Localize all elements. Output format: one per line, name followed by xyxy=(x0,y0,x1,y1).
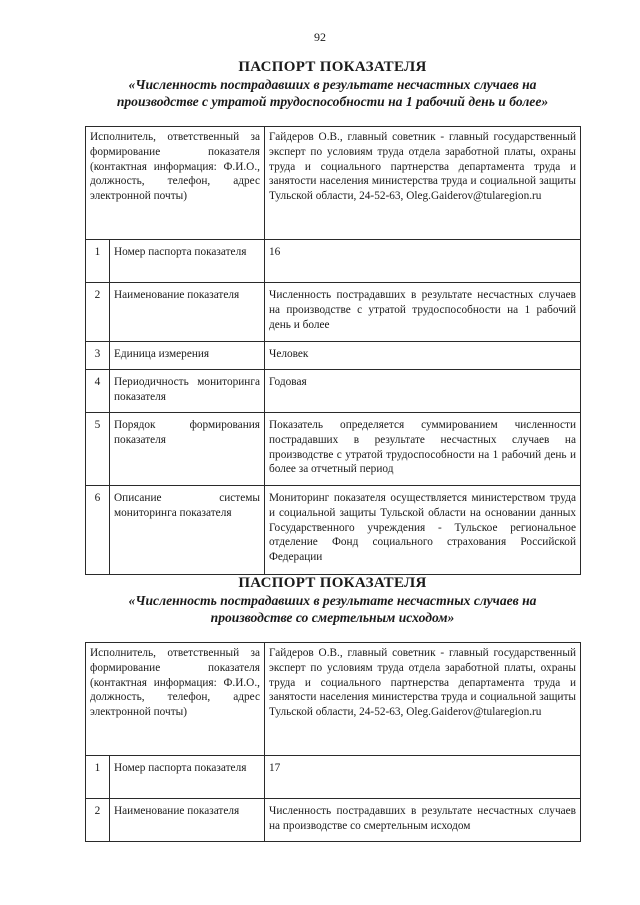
row-value: Мониторинг показателя осуществляется министерством труда и социальной защиты Тульской области на основании данных Государственного учреждения - Тульское региональное отделение Фонд социального страхования Российской Федерации xyxy=(265,486,581,575)
row-number: 4 xyxy=(86,370,110,413)
row-value: Показатель определяется суммированием численности пострадавших в результате несчастных случаев на производстве с утратой трудоспособности на 1 рабочий день и более за отчетный период xyxy=(265,413,581,486)
table-row-contact xyxy=(86,127,581,240)
page-number: 92 xyxy=(314,30,326,44)
row-label: Периодичность мониторинга показателя xyxy=(110,370,265,413)
contact-label: Исполнитель, ответственный за формирование показателя (контактная информация: Ф.И.О., должность, телефон, адрес электронной почты) xyxy=(86,127,265,240)
row-value: 17 xyxy=(265,756,581,799)
contact-value: Гайдеров О.В., главный советник - главный государственный эксперт по условиям труда отдела заработной платы, охраны труда и социального партнерства департамента труда и занятости населения министерства труда и социальной защиты Тульской области, 24-52-63, Oleg.Gaiderov@tularegion.ru xyxy=(265,127,581,240)
row-label: Описание системы мониторинга показателя xyxy=(110,486,265,575)
table-row xyxy=(86,486,581,575)
row-label: Порядок формирования показателя xyxy=(110,413,265,486)
table-row xyxy=(86,342,581,370)
row-number: 6 xyxy=(86,486,110,575)
row-label: Наименование показателя xyxy=(110,283,265,342)
row-label: Номер паспорта показателя xyxy=(110,756,265,799)
row-value: 16 xyxy=(265,240,581,283)
row-label: Наименование показателя xyxy=(110,799,265,842)
table-row-contact xyxy=(86,643,581,756)
row-number: 2 xyxy=(86,799,110,842)
contact-label: Исполнитель, ответственный за формирование показателя (контактная информация: Ф.И.О., должность, телефон, адрес электронной почты) xyxy=(86,643,265,756)
table-row xyxy=(86,370,581,413)
table-row xyxy=(86,283,581,342)
passport-section-1 xyxy=(85,58,580,575)
row-value: Численность пострадавших в результате несчастных случаев на производстве с утратой трудоспособности на 1 рабочий день и более xyxy=(265,283,581,342)
section-subtitle-line2: производстве с утратой трудоспособности на 1 рабочий день и более» xyxy=(116,94,549,109)
table-row xyxy=(86,240,581,283)
row-value: Годовая xyxy=(265,370,581,413)
row-number: 1 xyxy=(86,756,110,799)
table-row xyxy=(86,756,581,799)
row-number: 3 xyxy=(86,342,110,370)
section-title: ПАСПОРТ ПОКАЗАТЕЛЯ xyxy=(238,59,427,75)
contact-value: Гайдеров О.В., главный советник - главный государственный эксперт по условиям труда отдела заработной платы, охраны труда и социального партнерства департамента труда и занятости населения министерства труда и социальной защиты Тульской области, 24-52-63, Oleg.Gaiderov@tularegion.ru xyxy=(265,643,581,756)
section-subtitle-line1: «Численность пострадавших в результате несчастных случаев на xyxy=(128,77,537,92)
section-subtitle-line1: «Численность пострадавших в результате несчастных случаев на xyxy=(128,593,537,608)
passport-table xyxy=(85,642,581,842)
row-label: Номер паспорта показателя xyxy=(110,240,265,283)
row-label: Единица измерения xyxy=(110,342,265,370)
table-row xyxy=(86,799,581,842)
row-number: 1 xyxy=(86,240,110,283)
passport-section-2 xyxy=(85,574,580,842)
section-title: ПАСПОРТ ПОКАЗАТЕЛЯ xyxy=(238,575,427,591)
passport-table xyxy=(85,126,581,575)
row-number: 5 xyxy=(86,413,110,486)
row-number: 2 xyxy=(86,283,110,342)
table-row xyxy=(86,413,581,486)
row-value: Человек xyxy=(265,342,581,370)
row-value: Численность пострадавших в результате несчастных случаев на производстве со смертельным исходом xyxy=(265,799,581,842)
section-subtitle-line2: производстве со смертельным исходом» xyxy=(210,610,455,625)
